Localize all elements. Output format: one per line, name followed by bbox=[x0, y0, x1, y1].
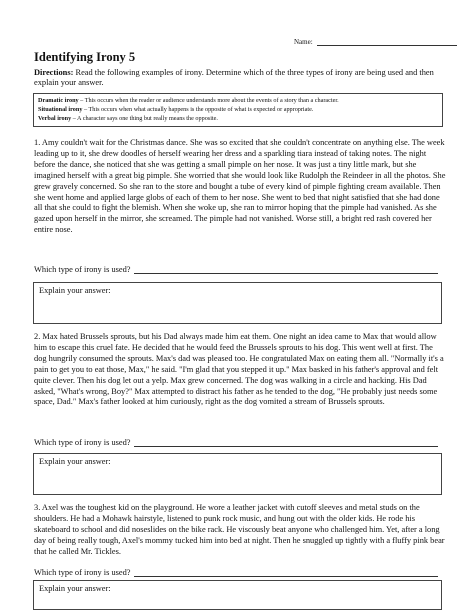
explain-label: Explain your answer: bbox=[39, 286, 111, 295]
definition-text: – This occurs when the reader or audience understands more about the events of a story than a character. bbox=[78, 97, 339, 104]
irony-type-answer-line-3[interactable] bbox=[134, 568, 438, 577]
definitions-box bbox=[33, 93, 443, 127]
directions-label: Directions: bbox=[34, 68, 74, 77]
story-2: 2. Max hated Brussels sprouts, but his Dad always made him eat them. One night an idea came to Max that would allow him to escape this cruel fate. He decided that he would feed the Brussels sprouts to his dog. This went well at first. The dog hungrily consumed the sprouts. Max's dad was pleased too. He congratulated Max on eating them all. "Normally it's a pain to get you to eat those, Max," he said. "I'm glad that you stepped it up." Max basked in his father's approval and felt quite clever. Then his dog let out a yelp. Max grew concerned. The dog was walking in a circle and hacking. His Dad asked, "What's wrong, Boy?" Max attempted to distract his father as he tended to the dog, "He probably just needs some space, Dad." Max's father looked at him curiously, right as the dog vomited a stream of Brussels sprouts. bbox=[34, 332, 444, 407]
worksheet-title: Identifying Irony 5 bbox=[34, 50, 136, 64]
directions-text: Read the following examples of irony. Determine which of the three types of irony are being used and then explain your answer. bbox=[34, 68, 434, 87]
irony-type-question-1 bbox=[34, 265, 438, 274]
directions bbox=[34, 68, 444, 88]
irony-type-prompt: Which type of irony is used? bbox=[34, 265, 131, 274]
name-field bbox=[294, 38, 457, 46]
explain-answer-box-3[interactable] bbox=[33, 580, 442, 610]
definition-dramatic bbox=[38, 96, 438, 105]
irony-type-prompt: Which type of irony is used? bbox=[34, 438, 131, 447]
irony-type-prompt: Which type of irony is used? bbox=[34, 568, 131, 577]
name-line[interactable] bbox=[317, 38, 457, 46]
irony-type-question-3 bbox=[34, 568, 438, 577]
irony-type-answer-line-2[interactable] bbox=[134, 438, 438, 447]
definition-verbal bbox=[38, 114, 438, 123]
definition-term: Verbal irony bbox=[38, 115, 72, 122]
story-1: 1. Amy couldn't wait for the Christmas dance. She was so excited that she couldn't concentrate on anything else. The week leading up to it, she drew doodles of herself wearing her dress and a sparkling tiara instead of taking notes. The night before the dance, she noticed that she was getting a small pimple on her nose. It was just a tiny little mark, but she imagined herself with a great big pimple. She worried that she would look like Rudolph the Reindeer in all the photos. She grew gravely concerned. So she ran to the store and bought a tube of every kind of pimple fighting cream available. Then she went home and applied large globs of each of them to her nose. She went to bed that night satisfied that she had done all that she could to fight the blemish. When she woke up, she ran to mirror hoping that the pimple had vanished. As she gazed upon herself in the mirror, she screamed. The pimple had not vanished. Worse still, a bright red rash covered her entire nose. bbox=[34, 138, 446, 235]
definition-term: Dramatic irony bbox=[38, 97, 79, 104]
explain-label: Explain your answer: bbox=[39, 584, 111, 593]
irony-type-answer-line-1[interactable] bbox=[134, 265, 438, 274]
irony-type-question-2 bbox=[34, 438, 438, 447]
definition-situational bbox=[38, 105, 438, 114]
explain-answer-box-2[interactable] bbox=[33, 453, 442, 495]
definition-text: – A character says one thing but really means the opposite. bbox=[71, 115, 218, 122]
definition-term: Situational irony bbox=[38, 106, 83, 113]
story-3: 3. Axel was the toughest kid on the playground. He wore a leather jacket with cutoff sleeves and metal studs on the shoulders. He had a Mohawk hairstyle, listened to punk rock music, and hung out with the older kids. He rode his skateboard to school and did noseslides on the bike rack. He viscously beat anyone who challenged him. Yet, after a long day of being really tough, Axel's mommy tucked him into bed at night. Then he snuggled up tightly with a fluffy pink bear that he called Mr. Tickles. bbox=[34, 503, 445, 556]
explain-label: Explain your answer: bbox=[39, 457, 111, 466]
name-label: Name: bbox=[294, 38, 313, 46]
definition-text: – This occurs when what actually happens is the opposite of what is expected or appropriate. bbox=[82, 106, 314, 113]
explain-answer-box-1[interactable] bbox=[33, 282, 442, 324]
